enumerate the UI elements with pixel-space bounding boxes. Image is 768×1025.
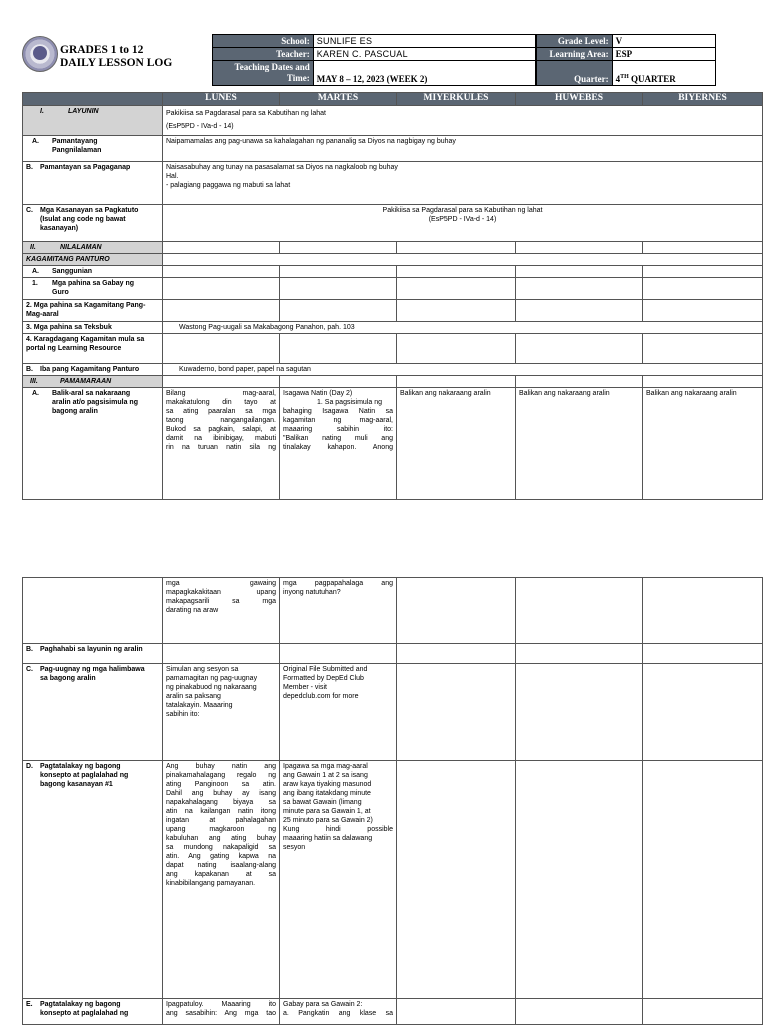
lesson-table-1 [22,92,763,500]
gabay-biyernes [643,278,763,300]
pag-uugnay-label: C. Pag-uugnay ng mga halimbawa sa bagong aralin [23,664,163,761]
dates-label: Teaching Dates and Time: [213,61,314,86]
dates-value: MAY 8 – 12, 2023 (WEEK 2) [313,61,535,86]
nilalaman-biyernes [643,242,763,254]
sanggunian-huwebes [516,266,643,278]
gabay-huwebes [516,278,643,300]
header-right-table [536,34,716,86]
karag-huwebes [516,334,643,364]
pagtatalakay-1-martes: Ipagawa sa mga mag-aaral ang Gawain 1 at 2 sa isang araw kaya tiyaking masunod ang ibang itatakdang minute sa bawat Gawain (limang minute para sa Gawain 1, at 25 minuto para sa Gawain 2) Kung hindi possible maaaring hatiin sa dalawang sesyon [280,761,397,999]
kasanayan-label: C. Mga Kasanayan sa Pagkatuto (Isulat ang code ng bawat kasanayan) [23,205,163,242]
paghahabi-label: B. Paghahabi sa layunin ng aralin [23,644,163,664]
kagamitang-mag-aaral-label: 2. Mga pahina sa Kagamitang Pang-Mag-aaral [23,300,163,322]
balik-aral-biyernes: Balikan ang nakaraang aralin [643,388,763,500]
paghahabi-huwebes [516,644,643,664]
kmag-biyernes [643,300,763,322]
pagtatalakay-2-biyernes [643,999,763,1025]
pagtatalakay-2-miyerkules [397,999,516,1025]
cont-lunes: mga gawaing mapagkakakitaan upang makapagsarili sa mga darating na araw [163,578,280,644]
pam-huwebes [516,376,643,388]
paghahabi-biyernes [643,644,763,664]
pagtatalakay-2-lunes: Ipagpatuloy. Maaaring ito ang sasabihin: Ang mga tao [163,999,280,1025]
gabay-miyerkules [397,278,516,300]
balik-aral-lunes: Bilang mag-aaral, makakatulong din tayo at sa ating paaralan sa mga taong nangangailangan. Bukod sa pagkain, salapi, at damit na ibinibigay, mabuti rin na turuan natin sila ng [163,388,280,500]
cont-biyernes [643,578,763,644]
sanggunian-miyerkules [397,266,516,278]
deped-seal-icon [22,36,58,72]
pam-lunes [163,376,280,388]
teacher-label: Teacher: [213,48,314,61]
pagtatalakay-2-label: E. Pagtatalakay ng bagong konsepto at paglalahad ng [23,999,163,1025]
teksbuk-label: 3. Mga pahina sa Teksbuk [23,322,163,334]
pagtatalakay-1-miyerkules [397,761,516,999]
sanggunian-lunes [163,266,280,278]
balik-aral-martes: Isagawa Natin (Day 2) 1. Sa pagsisimula ng bahaging Isagawa Natin sa kagamitan ng mag-aaral, maaaring sabihin ito: "Balikan nating muli ang tinalakay kahapon. Anong [280,388,397,500]
paghahabi-miyerkules [397,644,516,664]
kmag-miyerkules [397,300,516,322]
pagtatalakay-1-lunes: Ang buhay natin ang pinakamahalagang regalo ng ating Panginoon sa atin. Dahil ang buhay ay isang napakahalagang biyaya sa atin na kailangan natin itong ingatan at pahalagahan upang magkaroon ng kabuluhan ang ating buhay sa mundong nakapaligid sa atin. Ang gating kapwa na dapat nating isaalang-alang ang kapakanan at sa kinabibilangang pamayanan. [163,761,280,999]
pag-uugnay-biyernes [643,664,763,761]
gabay-lunes [163,278,280,300]
nilalaman-lunes [163,242,280,254]
sanggunian-martes [280,266,397,278]
pam-biyernes [643,376,763,388]
pag-uugnay-lunes: Simulan ang sesyon sa pamamagitan ng pag-uugnay ng pinakabuod ng nakaraang aralin sa paksang tatalakayin. Maaaring sabihin ito: [163,664,280,761]
balik-aral-huwebes: Balikan ang nakaraang aralin [516,388,643,500]
kmag-huwebes [516,300,643,322]
pagtatalakay-1-label: D. Pagtatalakay ng bagong konsepto at paglalahad ng bagong kasanayan #1 [23,761,163,999]
nilalaman-miyerkules [397,242,516,254]
day-miyerkules: MIYERKULES [397,93,516,106]
balik-aral-miyerkules: Balikan ang nakaraang aralin [397,388,516,500]
layunin-value: Pakikiisa sa Pagdarasal para sa Kabutihan ng lahat (EsP5PD - IVa-d - 14) [163,106,763,136]
sanggunian-label: A. Sanggunian [23,266,163,278]
kasanayan-value: Pakikiisa sa Pagdarasal para sa Kabutihan ng lahat (EsP5PD - IVa-d - 14) [163,205,763,242]
pamamaraan-label: III. PAMAMARAAN [23,376,163,388]
quarter-label: Quarter: [537,61,613,86]
pamantayan-sa-pagaganap-value: Naisasabuhay ang tunay na pasasalamat sa Diyos na nagkaloob ng buhay Hal. - palagiang paggawa ng mabuti sa lahat [163,162,763,205]
pag-uugnay-miyerkules [397,664,516,761]
karag-lunes [163,334,280,364]
kagamitang-panturo-value [163,254,763,266]
balik-aral-label: A. Balik-aral sa nakaraang aralin at/o pagsisimula ng bagong aralin [23,388,163,500]
karagdagang-kagamitan-label: 4. Karagdagang Kagamitan mula sa portal ng Learning Resource [23,334,163,364]
pagtatalakay-1-huwebes [516,761,643,999]
day-huwebes: HUWEBES [516,93,643,106]
layunin-label: I. LAYUNIN [23,106,163,136]
quarter-value: 4TH QUARTER [612,61,715,86]
pam-martes [280,376,397,388]
pag-uugnay-huwebes [516,664,643,761]
gabay-martes [280,278,397,300]
iba-pang-kagamitan-label: B. Iba pang Kagamitang Panturo [23,364,163,376]
grade-label: Grade Level: [537,35,613,48]
day-biyernes: BIYERNES [643,93,763,106]
cont-label [23,578,163,644]
pam-miyerkules [397,376,516,388]
karag-miyerkules [397,334,516,364]
area-label: Learning Area: [537,48,613,61]
paghahabi-martes [280,644,397,664]
gabay-ng-guro-label: 1. Mga pahina sa Gabay ng Guro [23,278,163,300]
kagamitang-panturo-label: KAGAMITANG PANTURO [23,254,163,266]
grade-value: V [612,35,715,48]
teacher-value: KAREN C. PASCUAL [313,48,535,61]
pamantayan-sa-pagaganap-label: B. Pamantayan sa Pagaganap [23,162,163,205]
pagtatalakay-2-martes: Gabay para sa Gawain 2: a. Pangkatin ang klase sa [280,999,397,1025]
pagtatalakay-1-biyernes [643,761,763,999]
paghahabi-lunes [163,644,280,664]
area-value: ESP [612,48,715,61]
kmag-martes [280,300,397,322]
pamantayang-pangnilalaman-value: Naipamamalas ang pag-unawa sa kahalagahan ng pananalig sa Diyos na nagbigay ng buhay [163,136,763,162]
iba-pang-kagamitan-value: Kuwaderno, bond paper, papel na sagutan [163,364,763,376]
karag-martes [280,334,397,364]
pag-uugnay-martes: Original File Submitted and Formatted by DepEd Club Member - visit depedclub.com for more [280,664,397,761]
nilalaman-huwebes [516,242,643,254]
title-line-2: DAILY LESSON LOG [60,57,173,69]
day-martes: MARTES [280,93,397,106]
title-line-1: GRADES 1 to 12 [60,44,144,56]
school-value: SUNLIFE ES [313,35,535,48]
sanggunian-biyernes [643,266,763,278]
nilalaman-martes [280,242,397,254]
header-left-table [212,34,536,86]
pagtatalakay-2-huwebes [516,999,643,1025]
cont-miyerkules [397,578,516,644]
cont-martes: mga pagpapahalaga ang inyong natutuhan? [280,578,397,644]
nilalaman-label: II. NILALAMAN [23,242,163,254]
day-lunes: LUNES [163,93,280,106]
teksbuk-value: Wastong Pag-uugali sa Makabagong Panahon, pah. 103 [163,322,763,334]
lesson-table-2 [22,577,763,1025]
pamantayang-pangnilalaman-label: A. Pamantayang Pangnilalaman [23,136,163,162]
corner-cell [23,93,163,106]
cont-huwebes [516,578,643,644]
kmag-lunes [163,300,280,322]
school-label: School: [213,35,314,48]
karag-biyernes [643,334,763,364]
